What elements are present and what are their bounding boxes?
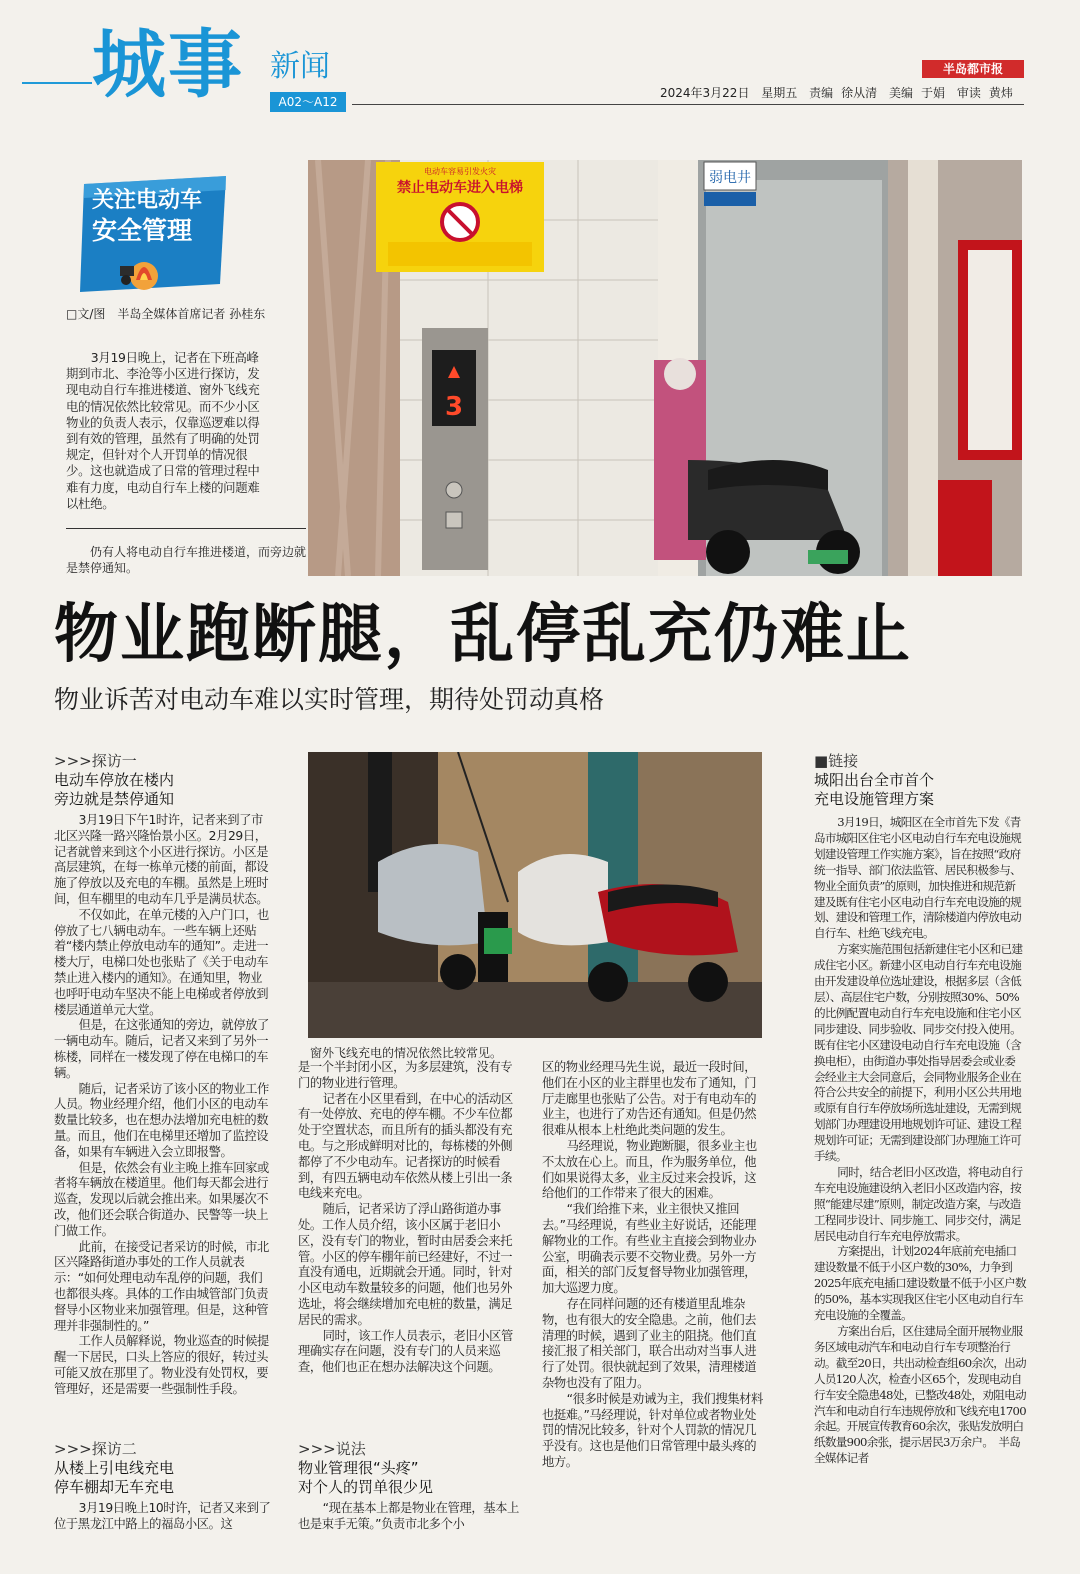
- right-column: [542, 1060, 764, 1471]
- section-1-paragraph: 此前，在接受记者采访的时候，市北区兴隆路街道办事处的工作人员就表示：“如何处理电动车乱停的问题，我们也都很头疼。具体的工作由城管部门负责督导小区物业来加强管理。但是，这种管理并非强制性的。”: [54, 1239, 269, 1333]
- middle-paragraph: 记者在小区里看到，在中心的活动区有一处停放、充电的停车棚。不少车位都处于空置状态，而且所有的插头都没有充电。与之形成鲜明对比的，每栋楼的外侧都停了不少电动车。记者探访的时候看到，有四五辆电动车依然从楼上引出一条电线来充电。: [298, 1091, 513, 1201]
- section-title: 城事: [92, 22, 244, 108]
- floor-indicator: 3: [444, 392, 464, 422]
- designer-name: 于娟: [921, 86, 946, 100]
- link-paragraph: 同时，结合老旧小区改造，将电动自行车充电设施建设纳入老旧小区改造内容，按照“能建尽建”原则，制定改造方案，与改造工程同步设计、同步施工、同步交付，满足居民电动自行车充电停放需求。: [814, 1164, 1023, 1243]
- byline: □文/图 半岛全媒体首席记者 孙桂东: [66, 307, 266, 321]
- section-3-body: [298, 1501, 520, 1533]
- section-3-paragraph: “现在基本上都是物业在管理，基本上也是束手无策。”负责市北多个小: [298, 1501, 519, 1531]
- middle-paragraph: 随后，记者采访了浮山路街道办事处。工作人员介绍，该小区属于老旧小区，没有专门的物业，暂时由居委会来托管。小区的停车棚年前已经建好，不过一直没有通电，近期就会开通。同时，针对小区电动车数量较多的问题，他们也另外选址，将会继续增加充电桩的数量，满足居民的需求。: [298, 1202, 513, 1327]
- section-1-paragraph: 随后，记者采访了该小区的物业工作人员。物业经理介绍，他们小区的电动车数量比较多，也在想办法增加充电桩的数量。而且，他们在电梯里还增加了监控设备，如果有车辆进入会立即报警。: [54, 1081, 269, 1159]
- badge-line-1: 关注电动车: [92, 188, 203, 213]
- edition-weekday: 星期五: [761, 86, 798, 100]
- section-3-mark: >>>说法: [298, 1440, 366, 1458]
- section-1-title-line2: 旁边就是禁停通知: [54, 790, 175, 808]
- right-paragraph: “很多时候是劝诫为主，我们搜集材料也挺难。”马经理说，针对单位或者物业处罚的情况比较多，针对个人罚款的情况几乎没有。这也是他们日常管理中最头疼的地方。: [542, 1391, 763, 1469]
- section-1-paragraph: 不仅如此，在单元楼的入户门口，也停放了七八辆电动车。一些车辆上还贴着“楼内禁止停放电动车的通知”。走进一楼大厅，电梯口处也张贴了《关于电动车禁止进入楼内的通知》。在通知里，物业也呼吁电动车坚决不能上电梯或者停放到楼层通道单元大堂。: [54, 907, 269, 1017]
- section-1-paragraph: 工作人员解释说，物业巡查的时候提醒一下居民，口头上答应的很好，转过头可能又放在那里了。物业没有处罚权，要管理好，还是需要一些强制性手段。: [54, 1334, 269, 1396]
- section-3-title-line1: 物业管理很“头疼”: [298, 1459, 419, 1477]
- photo1-caption: 仍有人将电动自行车推进楼道，而旁边就是禁停通知。: [66, 545, 307, 575]
- sign-top-text: 电动车容易引发火灾: [424, 167, 496, 176]
- masthead-rule: [352, 104, 1024, 105]
- photo2-caption: 窗外飞线充电的情况依然比较常见。: [310, 1046, 503, 1060]
- section-3: [298, 1440, 520, 1533]
- section-1-paragraph: 但是，在这张通知的旁边，就停放了一辆电动车。随后，记者又来到了另外一栋楼，同样在一楼发现了停在电梯口的车辆。: [54, 1018, 269, 1080]
- section-2: [54, 1440, 272, 1533]
- reviewer-label: 审读: [956, 86, 981, 100]
- section-2-title-line1: 从楼上引电线充电: [54, 1459, 175, 1477]
- middle-paragraph: 是一个半封闭小区，为多层建筑，没有专门的物业进行管理。: [298, 1060, 513, 1090]
- editor-label: 责编: [809, 86, 834, 100]
- middle-column: [298, 1060, 520, 1376]
- headline: 物业跑断腿，乱停乱充仍难止: [54, 598, 912, 672]
- right-paragraph: “我们给推下来，业主很快又推回去。”马经理说，有些业主好说话，还能理解物业的工作。有些业主直接会到物业办公室，明确表示要不交物业费。另外一方面，相关的部门反复督导物业加强管理，加大巡逻力度。: [542, 1202, 757, 1296]
- editor-name: 徐从清: [841, 86, 878, 100]
- elevator-photo: [308, 160, 1022, 576]
- link-paragraph: 方案提出，计划2024年底前充电插口建设数量不低于小区户数的30%，力争到2025年底充电插口建设数量不低于小区户数的50%，基本实现我区住宅小区电动自行车充电设施的全覆盖。: [814, 1244, 1026, 1323]
- right-paragraph: 存在同样问题的还有楼道里乱堆杂物，也有很大的安全隐患。之前，他们去清理的时候，遇到了业主的阻挠。他们直接汇报了相关部门，联合出动对当事人进行了处罚。很快就起到了效果，清理楼道杂物也没有了阻力。: [542, 1296, 757, 1390]
- badge-line-2: 安全管理: [92, 216, 193, 245]
- reviewer-name: 黄炜: [988, 86, 1013, 100]
- section-2-heading: [54, 1440, 272, 1497]
- section-1-paragraph: 3月19日下午1时许，记者来到了市北区兴隆一路兴隆怡景小区。2月29日，记者就曾来到这个小区进行探访。小区是高层建筑，在每一栋单元楼的前面，都设施了停放以及充电的车棚。虽然是上班时间，但车棚里的电动车几乎是满员状态。: [54, 813, 269, 906]
- edition-date: 2024年3月22日: [660, 86, 750, 100]
- lead-paragraph: 3月19日晚上，记者在下班高峰期到市北、李沧等小区进行探访，发现电动自行车推进楼道、窗外飞线充电的情况依然比较常见。而不少小区物业的负责人表示，仅靠巡逻难以得到有效的管理，虽然有了明确的处罚规定，但针对个人开罚单的情况很少。这也就造成了日常的管理过程中难有力度，电动自行车上楼的问题难以杜绝。: [66, 350, 260, 511]
- masthead-accent-line: [22, 82, 92, 84]
- section-2-paragraph: 3月19日晚上10时许，记者又来到了位于黑龙江中路上的福岛小区。这: [54, 1501, 271, 1531]
- section-1-body: [54, 813, 272, 1397]
- right-paragraph: 区的物业经理马先生说，最近一段时间，他们在小区的业主群里也发布了通知，门厅走廊里也张贴了公告。对于有电动车的业主，也进行了劝告还有通知。但是仍然很难从根本上杜绝此类问题的发生。: [542, 1060, 757, 1138]
- newspaper-logo: 半岛都市报: [922, 60, 1024, 78]
- link-body: [814, 815, 1026, 1467]
- topic-badge: [80, 174, 230, 296]
- section-subtitle: 新闻: [270, 49, 330, 84]
- section-1-title-line1: 电动车停放在楼内: [54, 771, 175, 789]
- link-mark: ■链接: [814, 752, 859, 770]
- link-paragraph: 方案实施范围包括新建住宅小区和已建成住宅小区。新建小区电动自行车充电设施由开发建设单位选址建设，根据多层（含低层）、高层住宅户数，分别按照30%、50%的比例配置电动自行车充电设施和住宅小区同步建设、同步验收、同步交付投入使用。既有住宅小区建设电动自行车充电设施（含换电柜），由街道办事处指导居委会或业委会经业主大会同意后，会同物业服务企业在符合公共安全的前提下，利用小区公共用地或原有自行车停放场所选址建设，无需到规划部门办理建设用地规划许可证、建设工程规划许可证；无需到建设部门办理施工许可手续。: [814, 942, 1023, 1164]
- page-range: A02～A12: [270, 92, 346, 112]
- edition-info: [660, 84, 1013, 101]
- designer-label: 美编: [888, 86, 913, 100]
- link-sidebar: [814, 752, 1026, 1467]
- charging-photo: [308, 752, 762, 1038]
- right-paragraph: 马经理说，物业跑断腿，很多业主也不太放在心上。而且，作为服务单位，他们如果说得太多，业主反过来会投诉，这给他们的工作带来了很大的困难。: [542, 1138, 757, 1201]
- section-1: [54, 752, 272, 1397]
- section-2-mark: >>>探访二: [54, 1440, 137, 1458]
- section-3-heading: [298, 1440, 520, 1497]
- section-3-title-line2: 对个人的罚单很少见: [298, 1478, 434, 1496]
- link-paragraph: 方案出台后，区住建局全面开展物业服务区域电动汽车和电动自行车专项整治行动。截至20日，共出动检查组60余次，出动人员120人次，检查小区65个，发现电动自行车安全隐患48处，已整改48处，劝阻电动汽车和电动自行车违规停放和飞线充电1700余起。开展宣传教育60余次，张贴发放明白纸数量900余张，提示居民3万余户。 半岛全媒体记者: [814, 1324, 1026, 1466]
- link-title-line1: 城阳出台全市首个: [814, 771, 935, 789]
- link-title-line2: 充电设施管理方案: [814, 790, 935, 808]
- section-1-paragraph: 但是，依然会有业主晚上推车回家或者将车辆放在楼道里。他们每天都会进行巡查，发现以后就会推出来。如果屡次不改，他们还会联合街道办、民警等一块上门做工作。: [54, 1160, 269, 1238]
- lead-rule: [66, 528, 306, 529]
- section-1-mark: >>>探访一: [54, 752, 137, 770]
- subheadline: 物业诉苦对电动车难以实时管理，期待处罚动真格: [54, 685, 605, 714]
- sign-title-text: 禁止电动车进入电梯: [397, 180, 523, 196]
- room-sign-text: 弱电井: [709, 170, 751, 186]
- section-1-heading: [54, 752, 272, 809]
- section-2-title-line2: 停车棚却无车充电: [54, 1478, 175, 1496]
- link-paragraph: 3月19日，城阳区在全市首先下发《青岛市城阳区住宅小区电动自行车充电设施规划建设管理工作实施方案》，旨在按照“政府统一指导、部门依法监管、居民积极参与、物业全面负责”的原则，加快推进和规范新建及既有住宅小区电动自行车充电设施的规划、建设和管理工作，清除楼道内停放电动自行车、杜绝飞线充电。: [814, 815, 1021, 941]
- link-heading: [814, 752, 1026, 809]
- middle-paragraph: 同时，该工作人员表示，老旧小区管理确实存在问题，没有专门的人员来巡查，他们也正在想办法解决这个问题。: [298, 1328, 513, 1375]
- section-2-body: [54, 1501, 272, 1533]
